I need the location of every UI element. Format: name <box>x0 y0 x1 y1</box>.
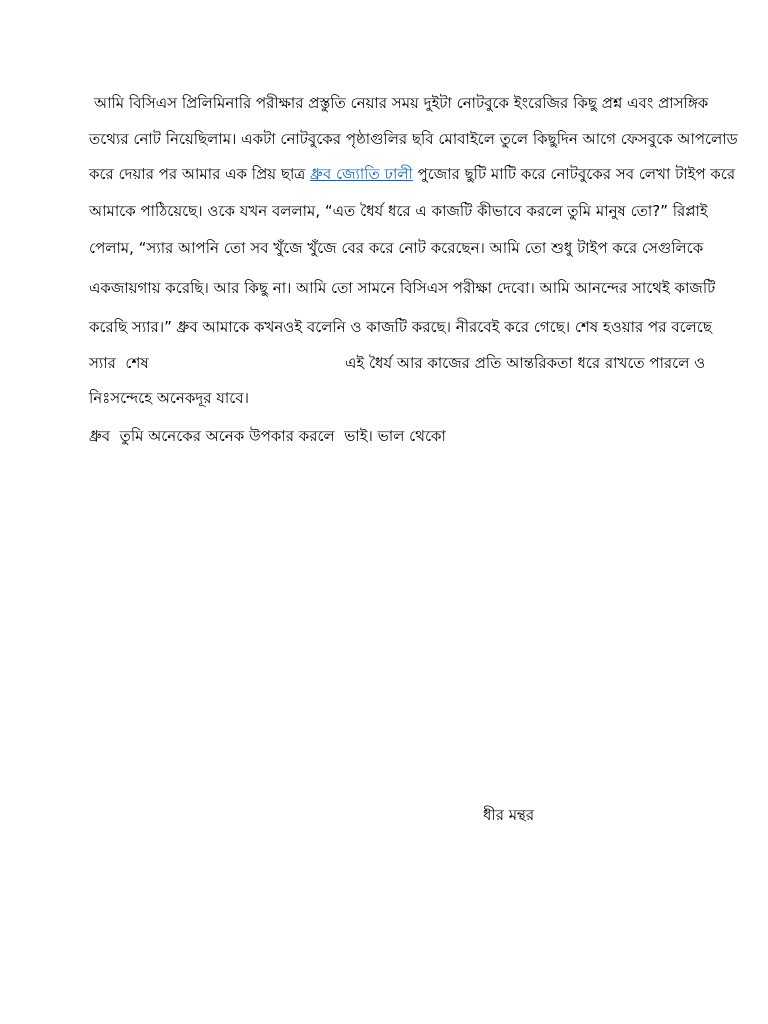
body-line-2: তথ্যের নোট নিয়েছিলাম। একটা নোটবুকের পৃষ্ঠাগুলির ছবি মোবাইলে তুলে কিছুদিন আগে ফেসবুকে আপলোড <box>89 130 738 148</box>
body-line-8-end: এই ধৈর্য আর কাজের প্রতি আন্তরিকতা ধরে রাখতে পারলে ও <box>345 354 706 372</box>
body-line-3-text-before: করে দেয়ার পর আমার এক প্রিয় ছাত্র <box>89 165 306 183</box>
body-line-3-text-after: পুজোর ছুটি মাটি করে নোটবুকের সব লেখা টাইপ করে <box>417 165 736 183</box>
body-line-8-start: স্যার শেষ <box>89 354 149 372</box>
body-line-4: আমাকে পাঠিয়েছে। ওকে যখন বললাম, “এত ধৈর্য ধরে এ কাজটি কীভাবে করলে তুমি মানুষ তো?” রিপ্লাই <box>89 202 708 220</box>
body-line-3 <box>89 164 736 184</box>
body-line-1: আমি বিসিএস প্রিলিমিনারি পরীক্ষার প্রস্তুতি নেয়ার সময় দুইটা নোটবুকে ইংরেজির কিছু প্রশ্ন এবং প্রাসঙ্গিক <box>94 94 709 112</box>
body-line-5: পেলাম, “স্যার আপনি তো সব খুঁজে খুঁজে বের করে নোট করেছেন। আমি তো শুধু টাইপ করে সেগুলিকে <box>89 239 704 257</box>
author-signature: ধীর মন্থর <box>483 806 535 824</box>
closing-line: ধ্রুব তুমি অনেকের অনেক উপকার করলে ভাই। ভাল থেকো <box>89 427 446 445</box>
body-line-6: একজায়গায় করেছি। আর কিছু না। আমি তো সামনে বিসিএস পরীক্ষা দেবো। আমি আনন্দের সাথেই কাজটি <box>89 279 716 297</box>
body-line-9: নিঃসন্দেহে অনেকদূর যাবে। <box>89 389 249 407</box>
student-name-link[interactable]: ধ্রুব জ্যোতি ঢালী <box>310 165 413 183</box>
body-line-7: করেছি স্যার।” ধ্রুব আমাকে কখনওই বলেনি ও কাজটি করছে। নীরবেই করে গেছে। শেষ হওয়ার পর বলেছে <box>89 318 712 336</box>
